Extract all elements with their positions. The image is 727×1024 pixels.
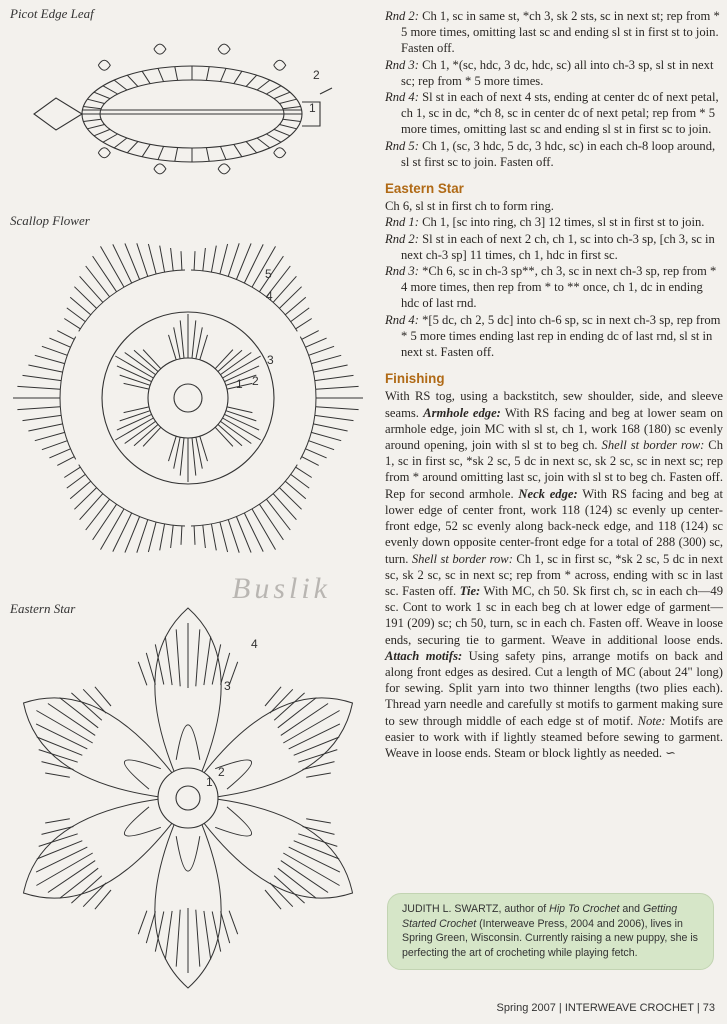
finishing-text: With RS tog, using a backstitch, sew shoulder, side, and sleeve seams. Armhole edge: With RS facing and beg at lower seam on armhole edge, join MC with sl st, ch 1, work 168 (180) sc evenly around opening, join with sl st to beg ch. Shell st border row: Ch 1, sc in first sc, *sk 2 sc, 5 dc in next sc, sk 2 sc, sc in next sc; rep from * around omitting last sc, join with sl st to beg ch. Fasten off. Rep for second armhole. Neck edge: With RS facing and beg at lower edge of center front, work 118 (124) sc evenly up center-front edge, 52 sc evenly along back-neck edge, and 118 (124) sc evenly down opposite center-front edge for a total of 288 (300) sc, turn. Shell st border row: Ch 1, sc in first sc, *sk 2 sc, 5 dc in next sc, sk 2 sc, sc in next sc; rep from * across, ending with sc in last sc. Fasten off. Tie: With MC, ch 50. Sk first ch, sc in each ch—49 sc. Cont to work 1 sc in each beg ch at lower edge of garment—191 (209) sc; ch 50, turn, sc in each ch. Fasten off. Weave in loose ends, securing tie to garment. Weave in additional loose ends. Attach motifs: Using safety pins, arrange motifs on back and along front edges as desired. Cut a length of MC (about 24" long) for sewing. Split yarn into two thinner lengths (two plies each). Thread yarn needle and carefully st motifs to garment making sure to sew through middle of each edge st of motif. Note: Motifs are easier to work with if lightly steamed before sewing to garment. Weave in loose ends. Steam or block lightly as needed. ∽ (385, 389, 724, 760)
star-round-1: Rnd 1: Ch 1, [sc into ring, ch 3] 12 times, sl st in first st to join. (385, 215, 705, 230)
picot-leaf-title: Picot Edge Leaf (10, 6, 94, 21)
author-bio-box (387, 893, 714, 970)
picot-leaf-diagram (20, 18, 350, 208)
eastern-star-heading: Eastern Star (385, 181, 464, 197)
scallop-label-5: 5 (265, 267, 272, 281)
scallop-flower-title: Scallop Flower (10, 213, 90, 228)
star-round-3: Rnd 3: *Ch 6, sc in ch-3 sp**, ch 3, sc in next ch-3 sp, rep from * 4 more times, then rep from * to ** once, ch 1, dc in ending hdc of last rnd. (385, 264, 717, 311)
author-bio-text: JUDITH L. SWARTZ, author of Hip To Crochet and Getting Started Crochet (Interweave Press, 2004 and 2006), lives in Spring Green, Wisconsin. Currently raising a new puppy, she is perfecting the art of crocheting while playing fetch. (402, 903, 698, 959)
watermark: Buslik (232, 572, 331, 605)
scallop-label-3: 3 (267, 353, 274, 367)
scallop-label-2: 2 (252, 374, 259, 388)
scallop-round-2: Rnd 2: Ch 1, sc in same st, *ch 3, sk 2 sts, sc in next st; rep from * 5 more times, omitting last sc and ending sl st in first st to join. Fasten off. (385, 9, 720, 56)
scallop-label-4: 4 (266, 289, 273, 303)
scallop-round-5: Rnd 5: Ch 1, (sc, 3 hdc, 5 dc, 3 hdc, sc) in each ch-8 loop around, sl st first sc to join. Fasten off. (385, 138, 716, 169)
star-round-2: Rnd 2: Sl st in each of next 2 ch, ch 1, sc into ch-3 sp, [ch 3, sc in next ch-3 sp] 11 times, ch 1, hdc in first sc. (385, 231, 715, 262)
page-footer: Spring 2007 | INTERWEAVE CROCHET | 73 (496, 1002, 715, 1014)
eastern-star-title: Eastern Star (10, 601, 76, 616)
leaf-label-2: 2 (313, 68, 320, 82)
star-label-3: 3 (224, 679, 231, 693)
leaf-label-1: 1 (309, 101, 316, 115)
instructions-column (385, 8, 723, 761)
star-label-1: 1 (206, 775, 213, 789)
scallop-round-3: Rnd 3: Ch 1, *(sc, hdc, 3 dc, hdc, sc) all into ch-3 sp, sl st in next sc; rep from * 5 more times. (385, 57, 714, 88)
scallop-label-1: 1 (236, 377, 243, 391)
star-round-4: Rnd 4: *[5 dc, ch 2, 5 dc] into ch-6 sp, sc in next ch-3 sp, rep from * 5 more times ending last rep in ending dc of last rnd, sl st in next st. Fasten off. (385, 312, 721, 360)
end-mark: ∽ (665, 745, 676, 760)
scallop-flower-diagram (8, 218, 368, 588)
finishing-heading: Finishing (385, 371, 445, 387)
scallop-round-4: Rnd 4: Sl st in each of next 4 sts, ending at center dc of next petal, ch 1, sc in dc, *ch 8, sc in center dc of next petal; rep from * 5 more times, omitting last sc and ending sl st in first sc to join. (385, 90, 719, 137)
eastern-star-diagram (8, 598, 368, 1018)
eastern-star-intro: Ch 6, sl st in first ch to form ring. (385, 199, 554, 214)
star-label-2: 2 (218, 765, 225, 779)
star-label-4: 4 (251, 637, 258, 651)
